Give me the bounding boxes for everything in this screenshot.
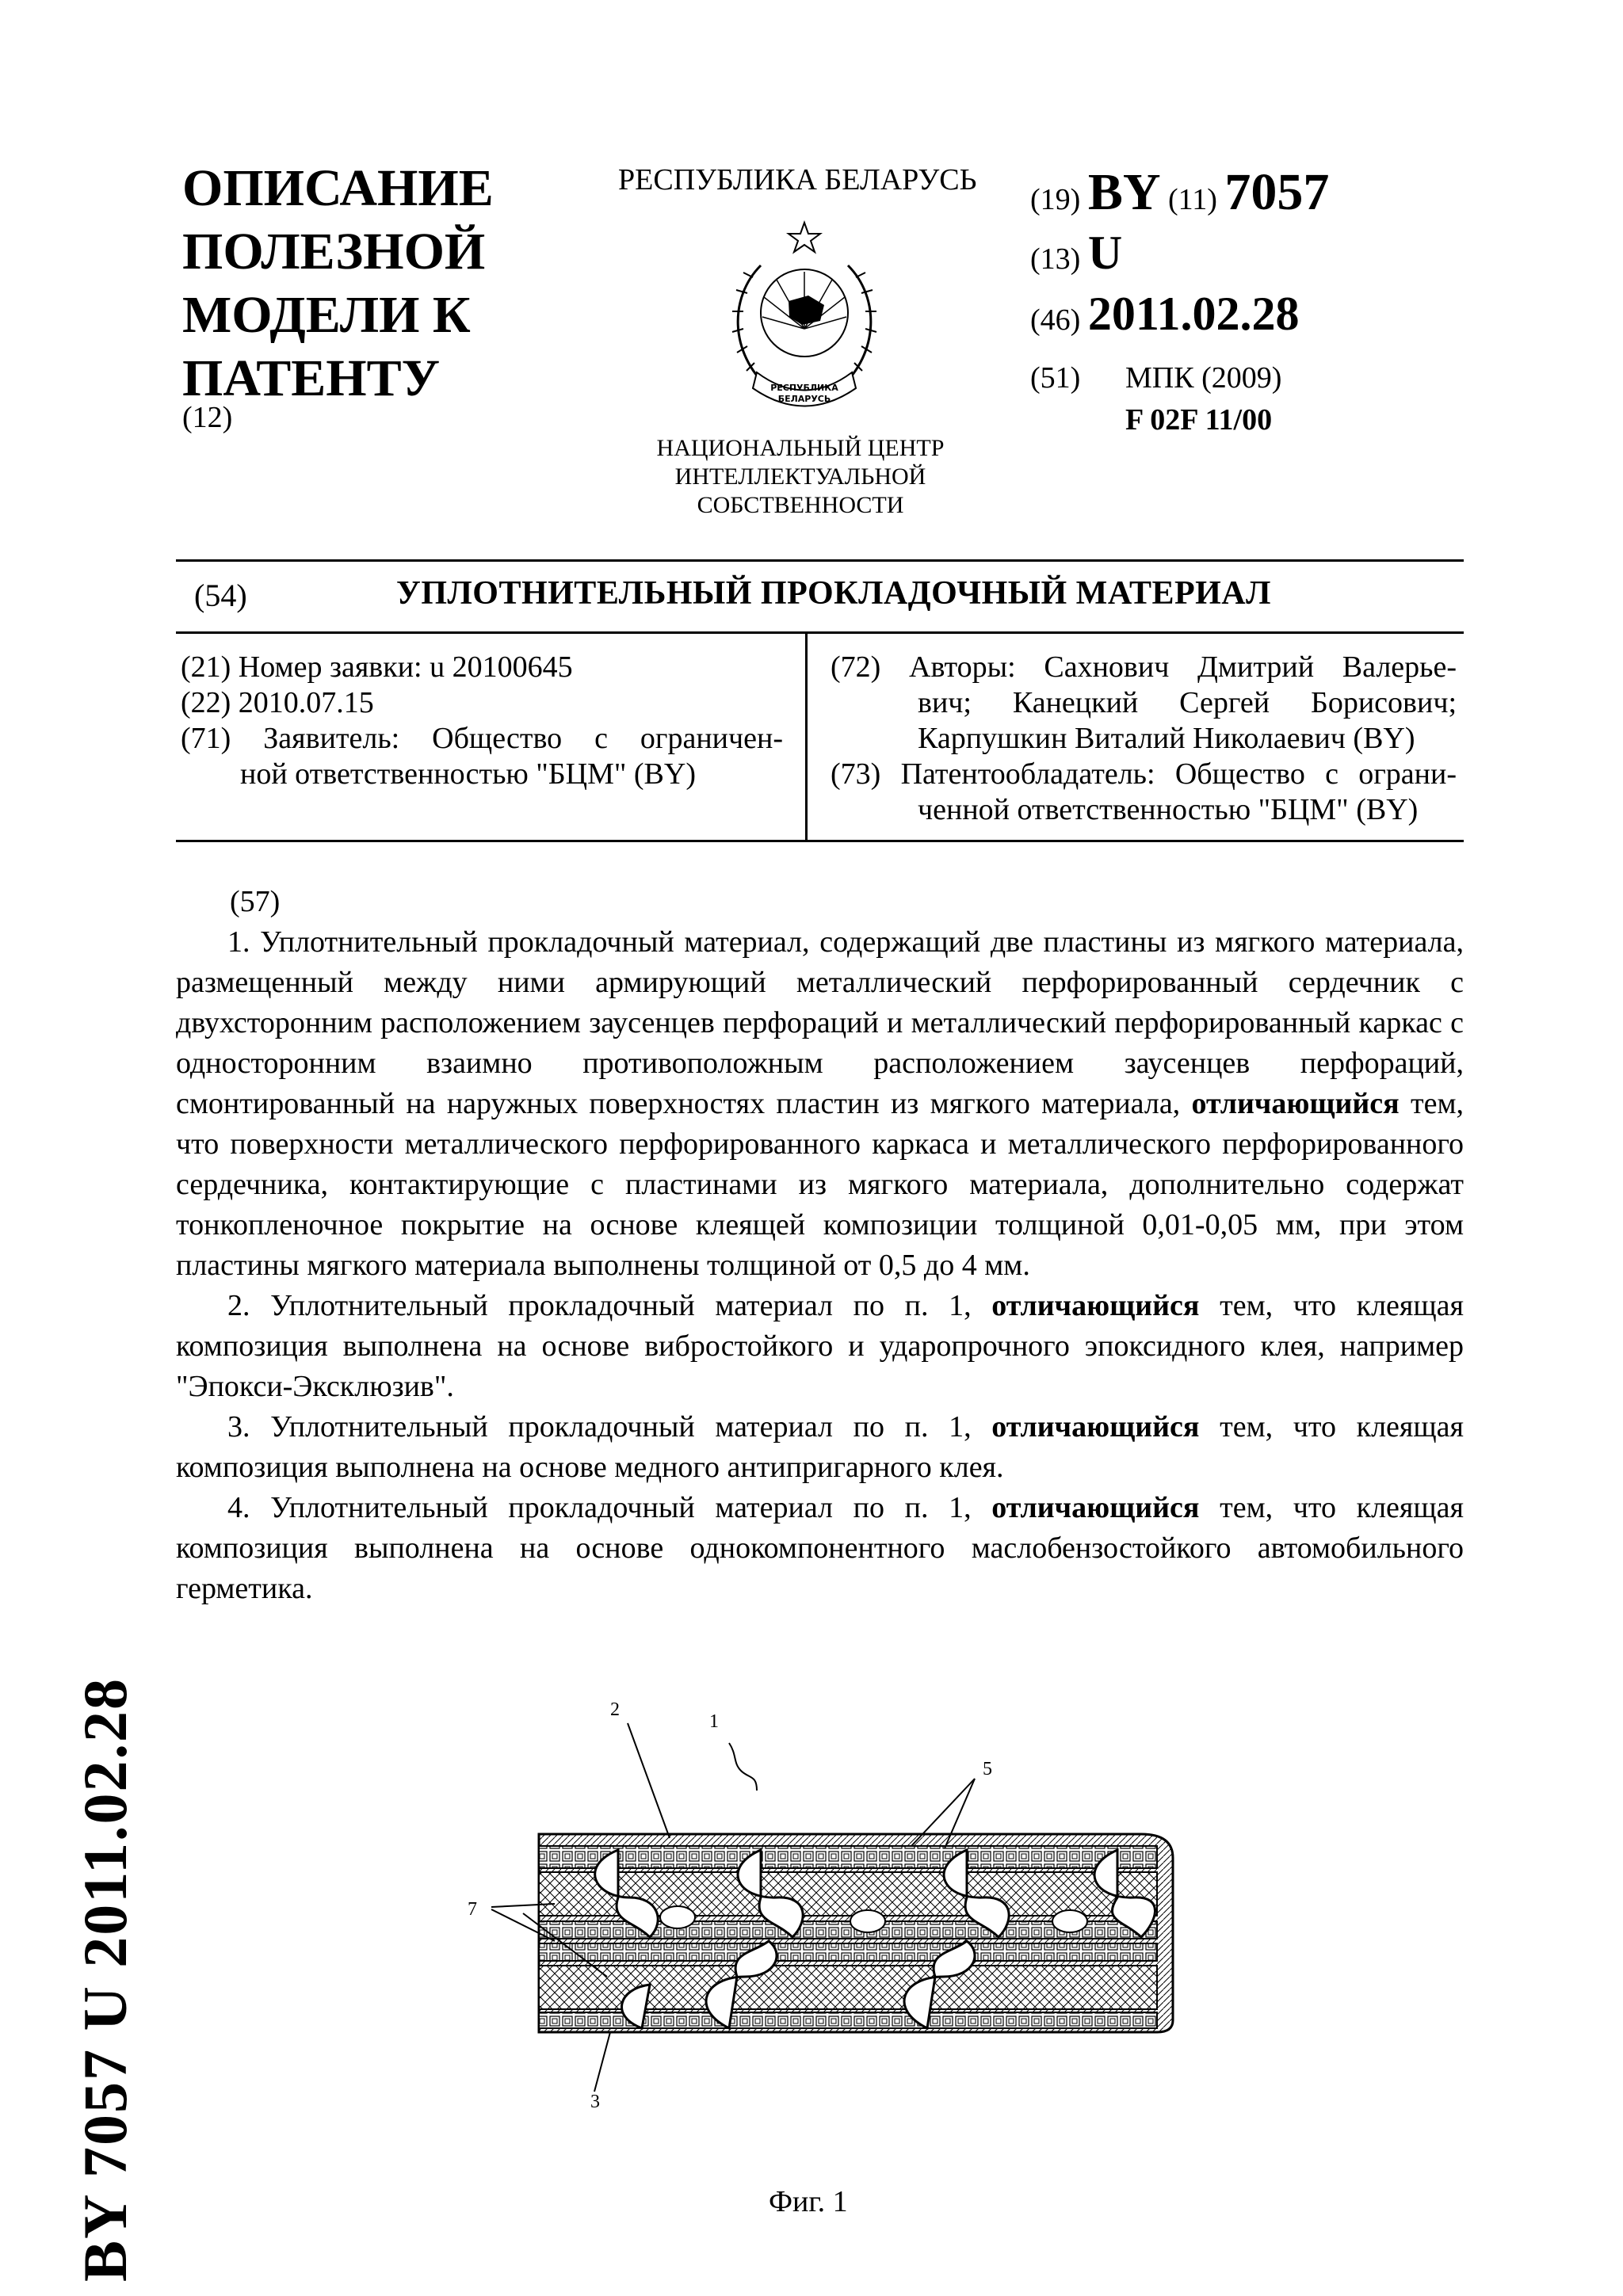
- patent-number: 7057: [1224, 163, 1330, 221]
- republic-name: РЕСПУБЛИКА БЕЛАРУСЬ: [618, 163, 977, 196]
- center-name-line: ИНТЕЛЛЕКТУАЛЬНОЙ: [674, 463, 926, 490]
- code-12: (12): [182, 401, 233, 434]
- inid-11: (11): [1168, 183, 1217, 216]
- publication-date: 2011.02.28: [1087, 288, 1300, 340]
- biblio-line: ной ответственностью "БЦМ" (BY): [240, 757, 696, 791]
- inid-57: (57): [230, 885, 281, 918]
- biblio-line: (22) 2010.07.15: [181, 686, 374, 719]
- inid-13: (13): [1030, 242, 1081, 276]
- invention-title: УПЛОТНИТЕЛЬНЫЙ ПРОКЛАДОЧНЫЙ МАТЕРИАЛ: [396, 575, 1271, 612]
- bib-line-46: [1030, 287, 1300, 341]
- side-identifier: BY 7057 U 2011.02.28: [71, 1677, 139, 2282]
- label-7: 7: [468, 1899, 477, 1920]
- figure-caption: Фиг. 1: [769, 2185, 848, 2218]
- biblio-line: (73) Патентообладатель: Общество с ограни-: [831, 757, 1457, 791]
- kind-code: U: [1087, 227, 1123, 279]
- title-line: ПОЛЕЗНОЙ: [182, 223, 486, 280]
- center-name-line: СОБСТВЕННОСТИ: [697, 492, 904, 518]
- state-emblem-icon: [713, 218, 896, 424]
- center-name-line: НАЦИОНАЛЬНЫЙ ЦЕНТР: [656, 435, 945, 461]
- inid-19: (19): [1030, 183, 1081, 216]
- label-2: 2: [610, 1699, 620, 1720]
- national-center-name: [602, 434, 999, 520]
- title-line: МОДЕЛИ К: [182, 286, 471, 344]
- svg-text:БЕЛАРУСЬ: БЕЛАРУСЬ: [777, 394, 831, 404]
- biblio-line: (21) Номер заявки: u 20100645: [181, 650, 573, 684]
- document-type-title: [182, 157, 494, 410]
- bib-line-13: [1030, 226, 1122, 280]
- claim-4: 4. Уплотнительный прокладочный материал по п. 1, отличающийся тем, что клеящая композиция выполнена на основе однокомпонентного маслобензостойкого автомобильного герметика.: [176, 1491, 1465, 1605]
- svg-text:РЕСПУБЛИКА: РЕСПУБЛИКА: [770, 383, 838, 393]
- biblio-line: (71) Заявитель: Общество с ограничен-: [181, 722, 783, 755]
- bib-line-19-11: [1030, 162, 1329, 223]
- biblio-line: вич; Канецкий Сергей Борисович;: [918, 686, 1457, 719]
- inid-46: (46): [1030, 303, 1081, 337]
- biblio-line: ченной ответственностью "БЦМ" (BY): [918, 793, 1419, 826]
- inid-54: (54): [194, 578, 247, 613]
- claim-2: 2. Уплотнительный прокладочный материал по п. 1, отличающийся тем, что клеящая композиция выполнена на основе вибростойкого и ударопрочного эпоксидного клея, например "Эпокси-Эксклюзив".: [176, 1289, 1465, 1403]
- applicant-block: [181, 650, 783, 792]
- title-line: ПАТЕНТУ: [182, 349, 441, 407]
- label-3: 3: [590, 2092, 600, 2112]
- authors-block: [831, 650, 1457, 828]
- bib-line-51: [1030, 360, 1080, 395]
- label-1: 1: [709, 1711, 719, 1732]
- biblio-line: Карпушкин Виталий Николаевич (BY): [918, 722, 1415, 755]
- title-line: ОПИСАНИЕ: [182, 159, 494, 217]
- claim-3: 3. Уплотнительный прокладочный материал по п. 1, отличающийся тем, что клеящая композиция выполнена на основе медного антипригарного клея.: [176, 1410, 1465, 1484]
- column-divider: [805, 634, 808, 841]
- figure-1-drawing: [460, 1660, 1252, 2119]
- inid-51: (51): [1030, 361, 1081, 395]
- label-5: 5: [983, 1759, 992, 1779]
- divider: [176, 631, 1464, 634]
- divider: [176, 840, 1464, 842]
- divider: [176, 559, 1464, 562]
- claims-section: [176, 882, 1464, 1609]
- ipc-label: МПК (2009): [1125, 361, 1282, 395]
- biblio-line: (72) Авторы: Сахнович Дмитрий Валерье-: [831, 650, 1457, 684]
- country-code: BY: [1087, 163, 1161, 221]
- claim-1: 1. Уплотнительный прокладочный материал, содержащий две пластины из мягкого материала, размещенный между ними армирующий металлический перфорированный сердечник с двухсторонним расположением заусенцев перфораций и металлический перфорированный каркас с односторонним взаимно противоположным расположением заусенцев перфораций, смонтированный на наружных поверхностях пластин из мягкого материала, отличающийся тем, что поверхности металлического перфорированного каркаса и металлического перфорированного сердечника, контактирующие с пластинами из мягкого материала, дополнительно содержат тонкопленочное покрытие на основе клеящей композиции толщиной 0,01-0,05 мм, при этом пластины мягкого материала выполнены толщиной от 0,5 до 4 мм.: [176, 925, 1465, 1282]
- ipc-code: F 02F 11/00: [1125, 403, 1273, 437]
